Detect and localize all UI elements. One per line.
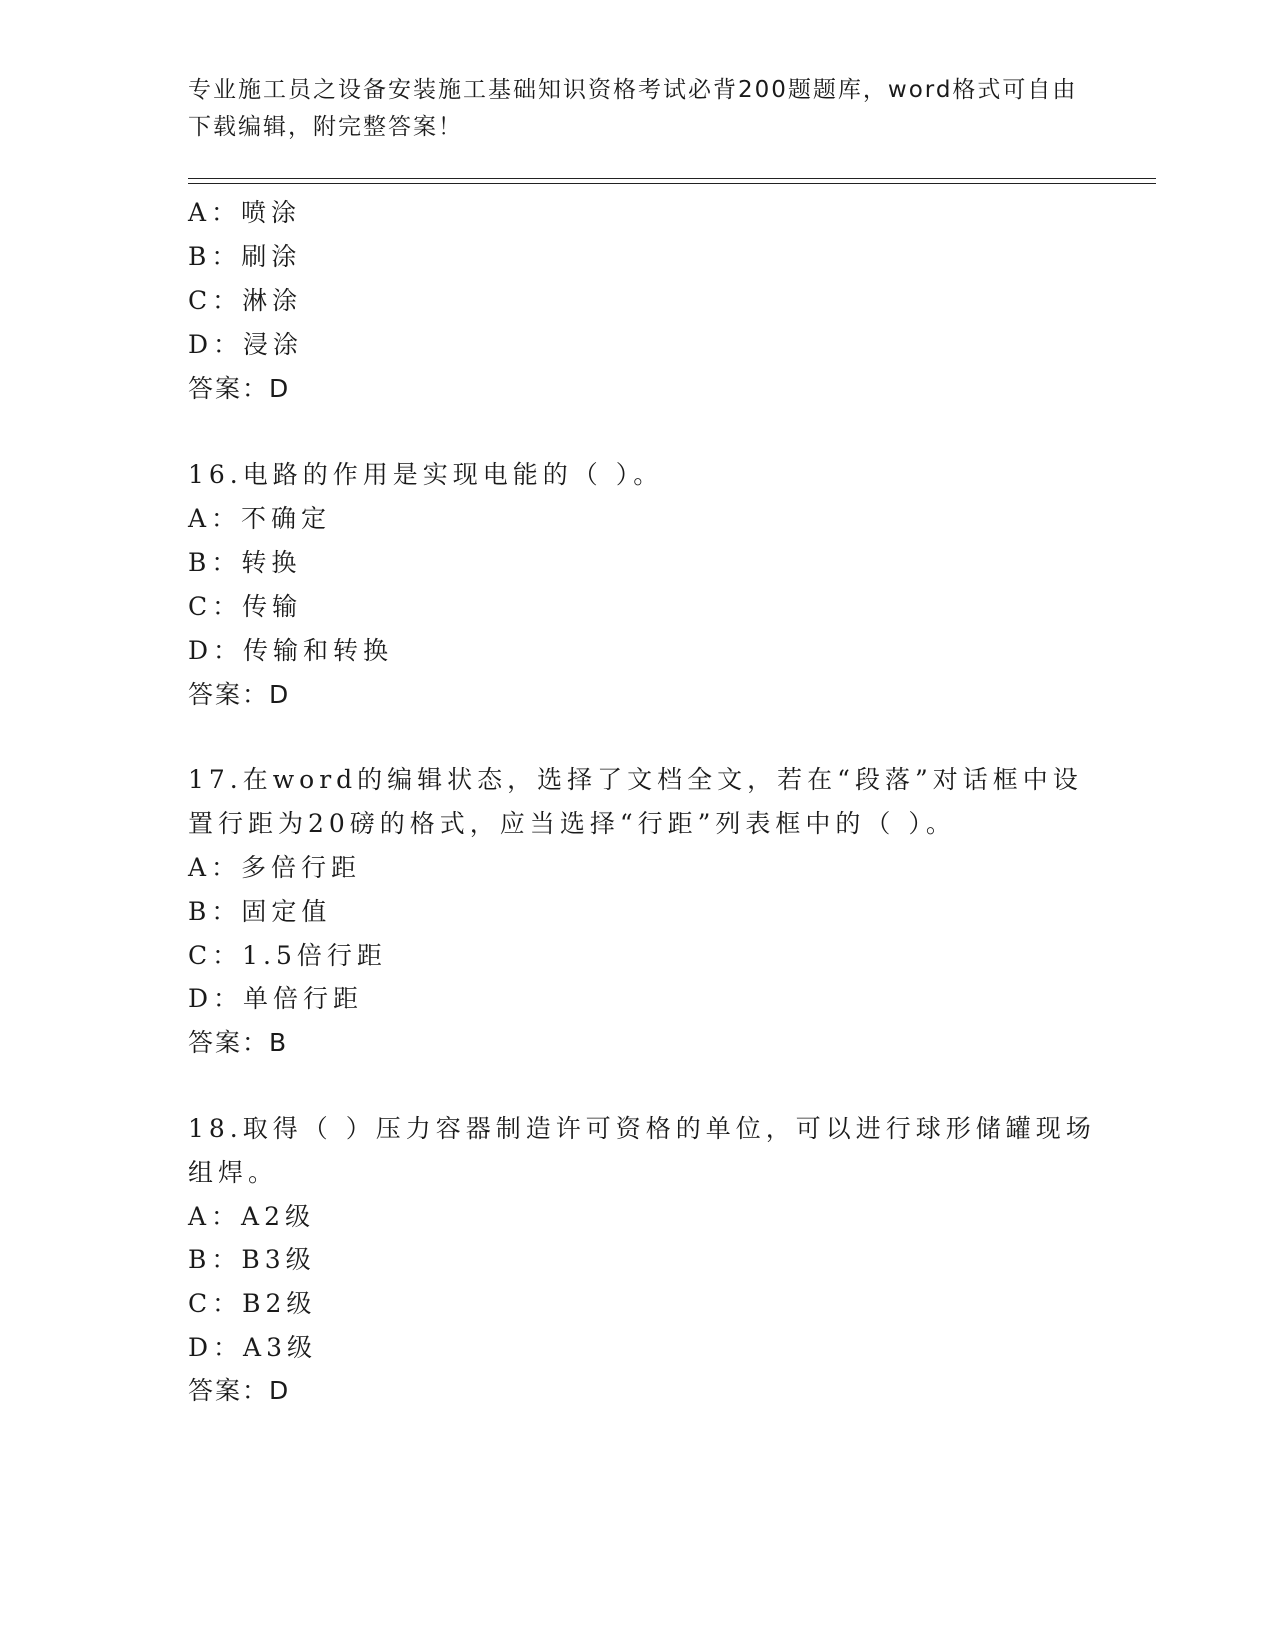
header-title-line1: 专业施工员之设备安装施工基础知识资格考试必背200题题库，word格式可自由 <box>188 77 1078 103</box>
option-a: A：A2级 <box>188 1202 316 1231</box>
option-b: B：刷涂 <box>188 242 302 271</box>
question-stem-line2: 组焊。 <box>188 1158 279 1187</box>
question-stem-line1: 18.取得（ ）压力容器制造许可资格的单位，可以进行球形储罐现场 <box>188 1114 1096 1143</box>
option-c: C：B2级 <box>188 1289 317 1318</box>
option-a: A：喷涂 <box>188 198 302 227</box>
header-title-line2: 下载编辑，附完整答案！ <box>188 114 463 140</box>
option-c: C：1.5倍行距 <box>188 941 387 970</box>
header-rule-top <box>188 178 1156 179</box>
option-a: A：多倍行距 <box>188 853 362 882</box>
document-header <box>188 72 1088 146</box>
question-stem: 16.电路的作用是实现电能的（ ）。 <box>188 460 664 489</box>
option-c: C：淋涂 <box>188 286 303 315</box>
option-d: D：A3级 <box>188 1333 318 1362</box>
answer: 答案：D <box>188 374 291 403</box>
answer: 答案：D <box>188 1376 291 1405</box>
option-d: D：传输和转换 <box>188 636 394 665</box>
option-a: A：不确定 <box>188 504 332 533</box>
question-stem-line2: 置行距为20磅的格式，应当选择“行距”列表框中的（ ）。 <box>188 809 956 838</box>
option-d: D：浸涂 <box>188 330 304 359</box>
option-b: B：B3级 <box>188 1245 316 1274</box>
option-b: B：转换 <box>188 548 302 577</box>
option-b: B：固定值 <box>188 897 332 926</box>
answer: 答案：B <box>188 1028 289 1057</box>
option-d: D：单倍行距 <box>188 984 364 1013</box>
header-rule-bottom <box>188 183 1156 184</box>
question-stem-line1: 17.在word的编辑状态，选择了文档全文，若在“段落”对话框中设 <box>188 765 1083 794</box>
option-c: C：传输 <box>188 592 303 621</box>
answer: 答案：D <box>188 680 291 709</box>
